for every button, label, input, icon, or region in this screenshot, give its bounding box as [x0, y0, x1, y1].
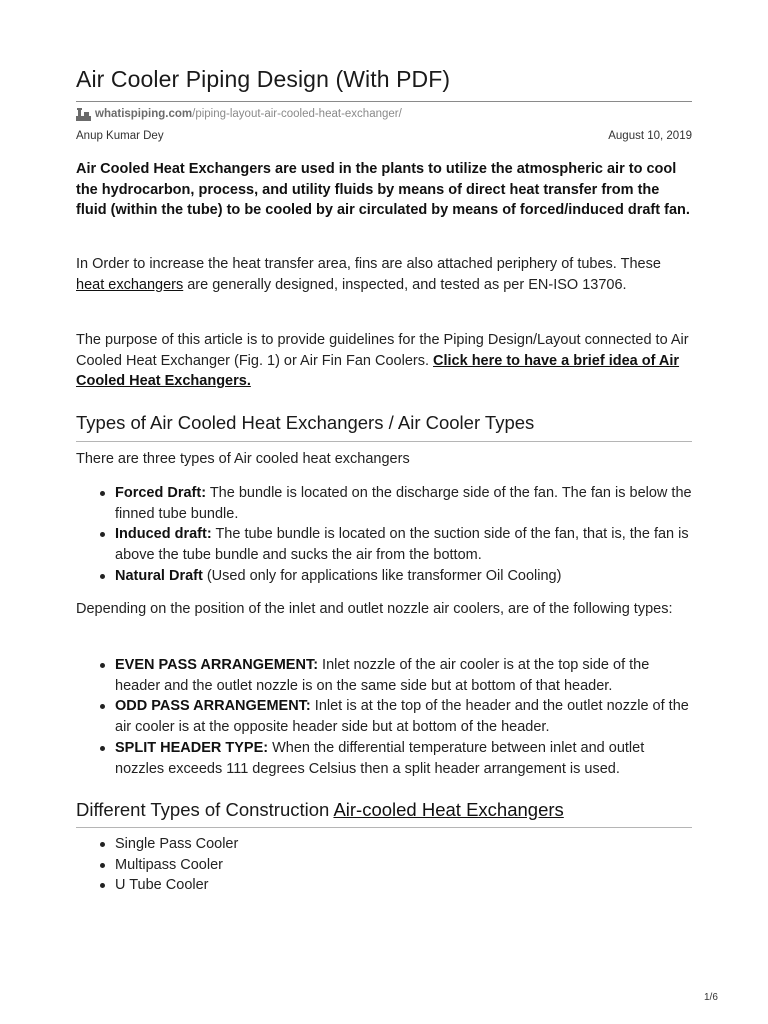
nozzle-lead: Depending on the position of the inlet and outlet nozzle air coolers, are of the following types: — [76, 601, 673, 617]
list-item-text: The bundle is located on the discharge side of the fan. The fan is below the finned tube bundle. — [115, 485, 692, 522]
air-cooled-heat-exchangers-link[interactable]: Air-cooled Heat Exchangers — [333, 799, 564, 820]
pass-arrangement-list — [76, 655, 692, 779]
intro-paragraph: Air Cooled Heat Exchangers are used in the plants to utilize the atmospheric air to cool the hydrocarbon, process, and utility fluids by means of direct heat transfer from the fluid (within the tube) to be cooled by air circulated by means of forced/induced draft fan. — [76, 161, 690, 219]
title-divider — [76, 101, 692, 102]
list-item-label: Induced draft: — [115, 526, 212, 543]
list-item — [115, 696, 692, 737]
list-item-label: EVEN PASS ARRANGEMENT: — [115, 657, 319, 673]
list-item-text: When the differential temperature between inlet and outlet nozzles exceeds 111 degrees Celsius then a split header arrangement is used. — [115, 739, 645, 777]
list-item-label: SPLIT HEADER TYPE: — [115, 739, 269, 756]
source-url[interactable] — [76, 107, 402, 121]
list-item-text: (Used only for applications like transformer Oil Cooling) — [202, 567, 562, 584]
construction-types-list — [76, 834, 692, 896]
list-item — [115, 655, 692, 696]
page-number: 1/6 — [704, 992, 718, 1003]
list-item: Single Pass Cooler — [115, 834, 692, 855]
list-item: Multipass Cooler — [115, 855, 692, 876]
types-lead: There are three types of Air cooled heat exchangers — [76, 451, 410, 467]
brief-idea-link[interactable]: Click here to have a brief idea of Air Cooled Heat Exchangers. — [76, 352, 680, 390]
section-heading-types: Types of Air Cooled Heat Exchangers / Air Cooler Types — [76, 412, 535, 433]
list-item — [115, 483, 692, 524]
list-item-label: Natural Draft — [115, 567, 203, 584]
publish-date: August 10, 2019 — [608, 130, 692, 142]
paragraph-purpose — [76, 330, 692, 392]
list-item-label: ODD PASS ARRANGEMENT: — [115, 698, 311, 715]
list-item: U Tube Cooler — [115, 875, 692, 896]
list-item-text: Inlet nozzle of the air cooler is at the top side of the header and the outlet nozzle is on the same side but at bottom of that header. — [115, 657, 650, 694]
author-name: Anup Kumar Dey — [76, 130, 164, 142]
source-domain[interactable]: whatispiping.com — [95, 108, 193, 120]
paragraph-text: The purpose of this article is to provide guidelines for the Piping Design/Layout connected to Air Cooled Heat Exchanger (Fig. 1) or Air Fin Fan Coolers. — [76, 332, 689, 369]
section-divider — [76, 827, 692, 828]
list-item-text: The tube bundle is located on the suction side of the fan, that is, the fan is above the tube bundle and sucks the air from the bottom. — [115, 526, 689, 564]
paragraph-fins — [76, 254, 692, 295]
list-item — [115, 738, 692, 779]
list-item — [115, 566, 692, 587]
paragraph-text: In Order to increase the heat transfer area, fins are also attached periphery of tubes. These — [76, 256, 661, 272]
list-item-label: Forced Draft: — [115, 485, 207, 501]
page-title: Air Cooler Piping Design (With PDF) — [76, 66, 451, 92]
heading-text: Different Types of Construction — [76, 799, 334, 820]
pipe-icon — [76, 107, 91, 121]
section-heading-construction — [76, 799, 564, 821]
list-item-text: Inlet is at the top of the header and the outlet nozzle of the air cooler is at the opposite header side but at bottom of the header. — [115, 698, 689, 736]
section-divider — [76, 441, 692, 442]
draft-types-list — [76, 483, 692, 587]
heat-exchangers-link[interactable]: heat exchangers — [76, 276, 184, 293]
paragraph-text: are generally designed, inspected, and tested as per EN-ISO 13706. — [183, 276, 627, 293]
list-item — [115, 524, 692, 565]
source-path[interactable]: /piping-layout-air-cooled-heat-exchanger/ — [192, 108, 402, 120]
article-meta — [76, 130, 692, 142]
